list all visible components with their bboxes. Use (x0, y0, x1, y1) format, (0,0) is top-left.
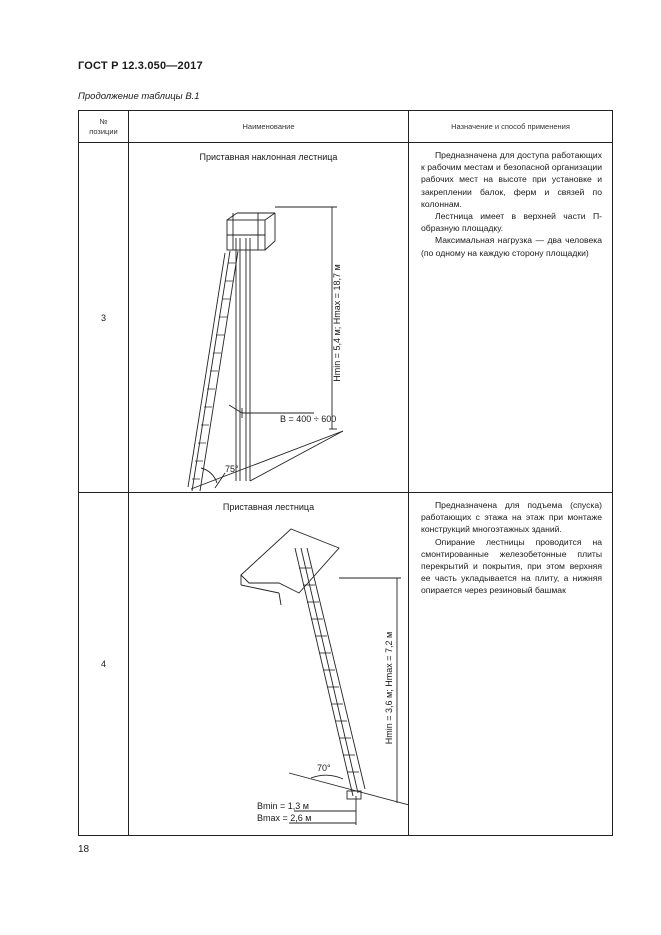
bmin-label: Bmin = 1,3 м (257, 801, 309, 811)
table-header-row (79, 111, 613, 143)
ladder-rungs (299, 568, 359, 772)
width-label: B = 400 ÷ 600 (280, 414, 337, 424)
bmax-label: Bmax = 2,6 м (257, 813, 312, 823)
description-paragraph: Лестница имеет в верхней части П-образную площадку. (421, 211, 602, 234)
description-cell (409, 143, 613, 493)
inclined-ladder-figure (129, 143, 409, 493)
angle-label: 75° (225, 464, 239, 474)
table-caption: Продолжение таблицы В.1 (78, 91, 200, 102)
description-paragraph: Предназначена для доступа работающих к рабочим местам и безопасной организации рабочих мест на высоте при установке и закреплении балок, ферм и связей по колоннам. (421, 150, 602, 209)
figure-cell (129, 143, 409, 493)
ladder-table (78, 110, 613, 836)
header-name: Наименование (129, 111, 409, 143)
description-paragraph: Предназначена для подъема (спуска) работающих с этажа на этаж при монтаже конструкций многоэтажных зданий. (421, 500, 602, 535)
table-row (79, 493, 613, 836)
page-number: 18 (78, 844, 90, 855)
header-position: № позиции (79, 111, 129, 143)
header-purpose: Назначение и способ применения (409, 111, 613, 143)
figure-title: Приставная наклонная лестница (199, 152, 338, 162)
figure-title: Приставная лестница (222, 502, 315, 512)
description-paragraph: Максимальная нагрузка — два человека (по одному на каждую сторону площадки) (421, 235, 602, 258)
figure-cell (129, 493, 409, 836)
position-number: 3 (79, 143, 129, 493)
leaning-ladder-figure (129, 493, 409, 836)
description-cell (409, 493, 613, 836)
description-paragraph: Опирание лестницы проводится на смонтированные железобетонные плиты перекрытий и покрытия, при этом верхняя ее часть укладывается на плиту, а нижняя опирается через резиновый башмак (421, 536, 602, 596)
height-label: Hmin = 5,4 м; Hmax = 18,7 м (332, 264, 342, 382)
document-header: ГОСТ Р 12.3.050—2017 (78, 60, 203, 72)
angle-label: 70° (317, 763, 331, 773)
height-label: Hmin = 3,6 м; Hmax = 7,2 м (384, 631, 394, 745)
table-row (79, 143, 613, 493)
position-number: 4 (79, 493, 129, 836)
